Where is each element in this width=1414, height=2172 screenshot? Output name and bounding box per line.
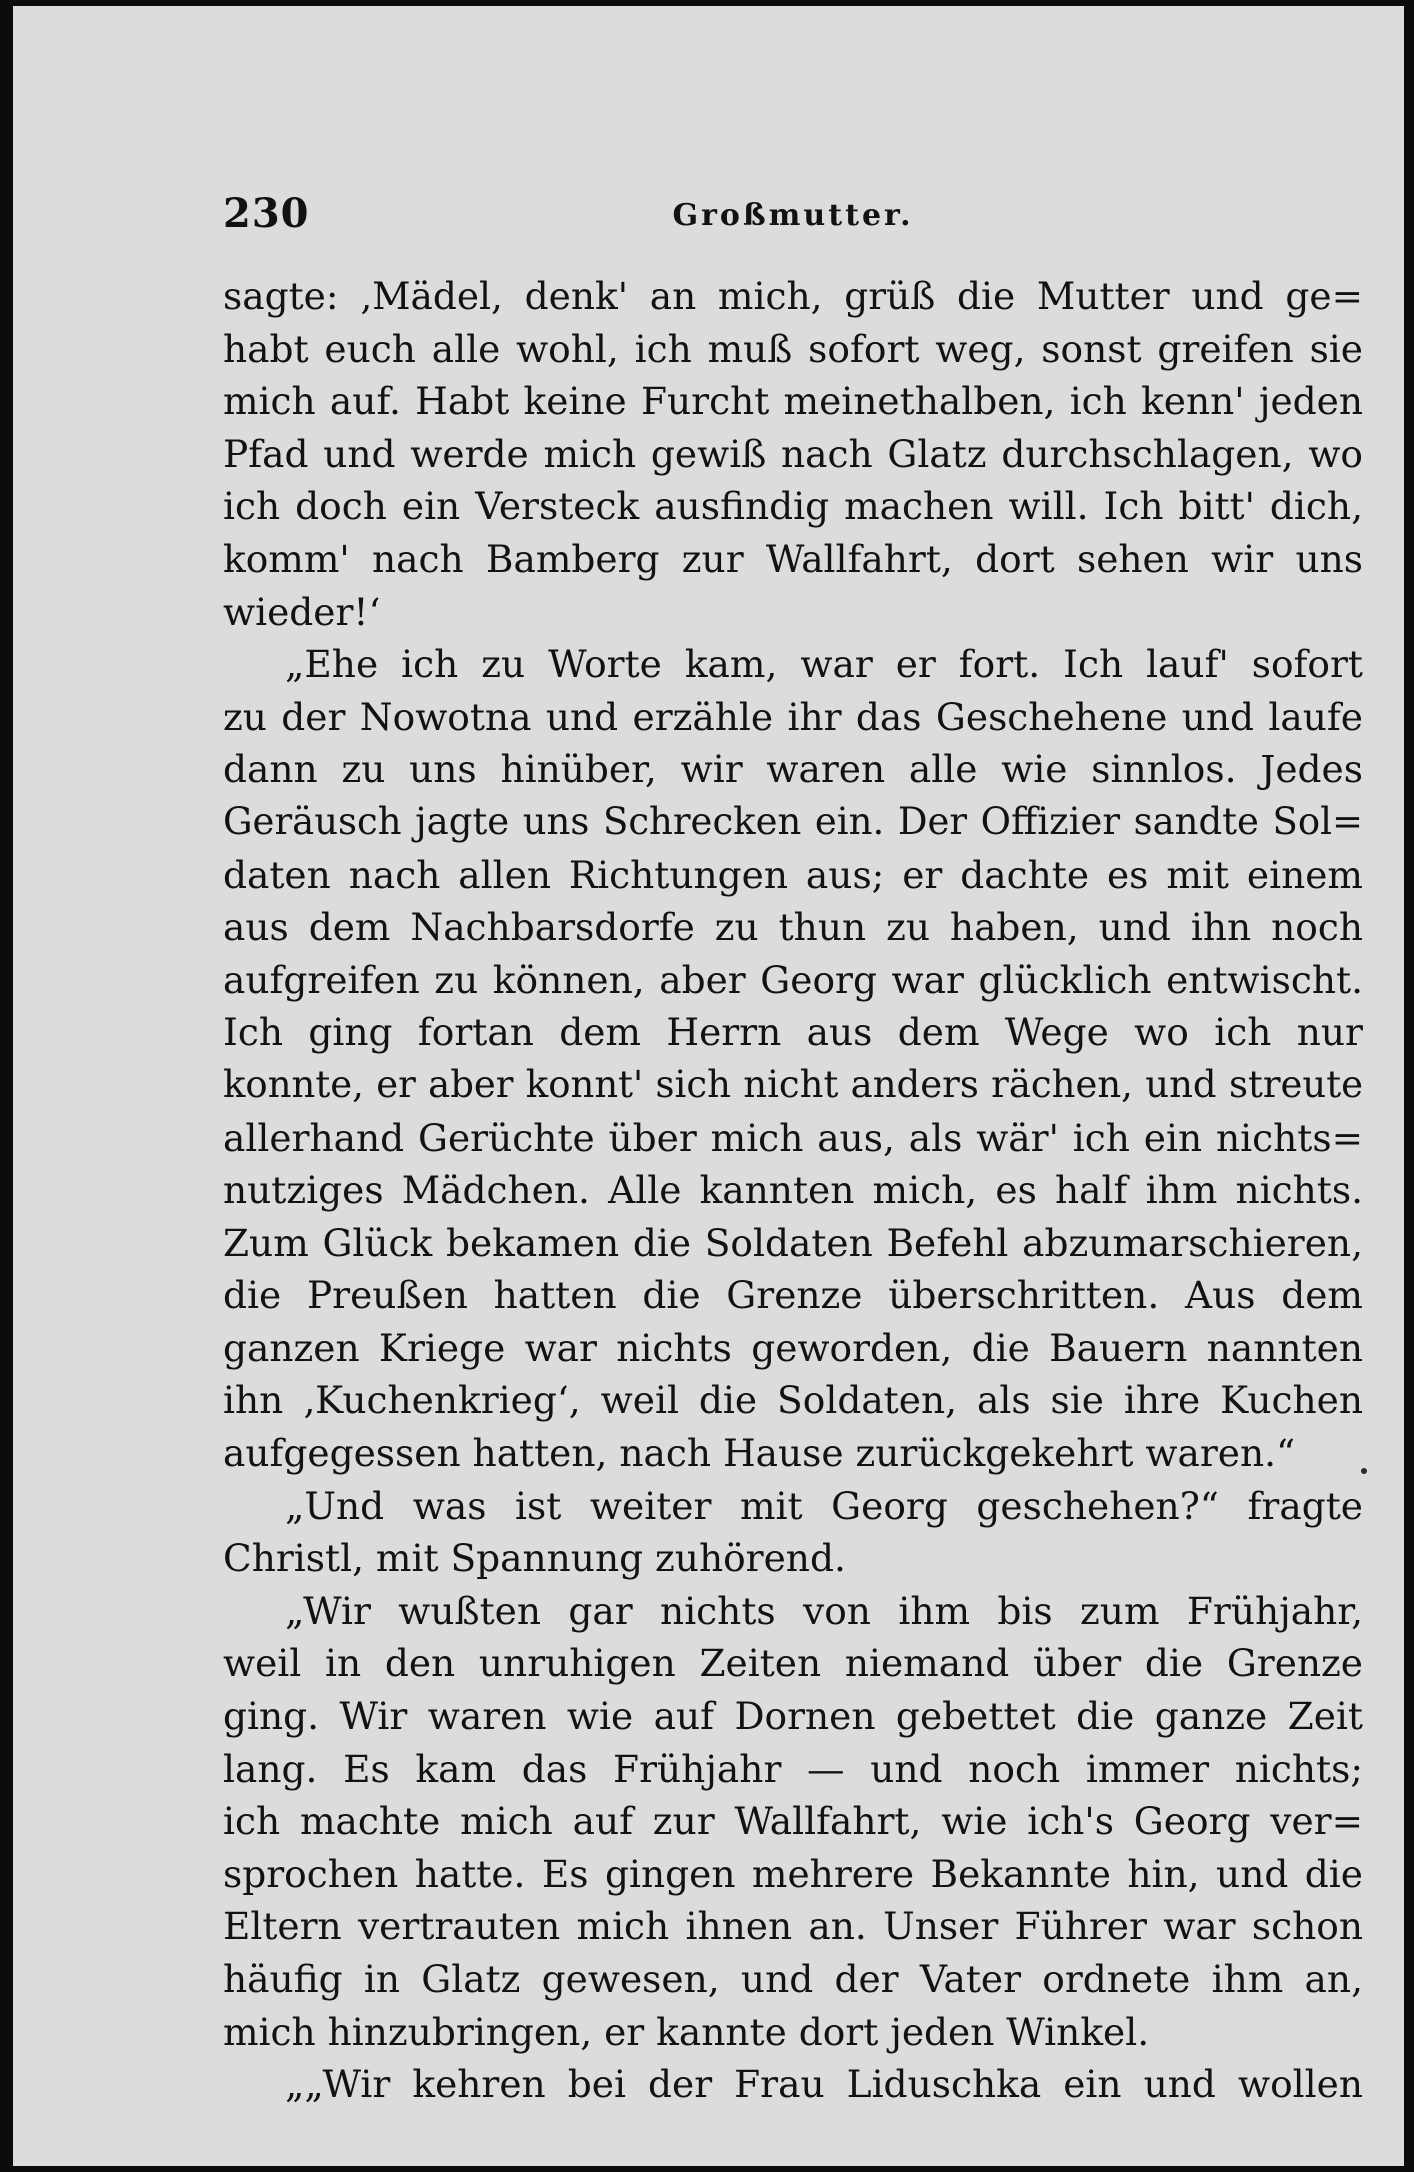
text-line: ganzen Kriege war nichts geworden, die Bauern nannten — [223, 1325, 1363, 1370]
text-line: „Und was ist weiter mit Georg geschehen?“ fragte — [285, 1483, 1363, 1528]
text-line: ihn ‚Kuchenkrieg‘, weil die Soldaten, als sie ihre Kuchen — [223, 1378, 1363, 1423]
text-line: komm' nach Bamberg zur Wallfahrt, dort sehen wir uns — [223, 536, 1363, 581]
text-line: häufig in Glatz gewesen, und der Vater ordnete ihm an, — [223, 1957, 1363, 2001]
text-line: „Ehe ich zu Worte kam, war er fort. Ich lauf' sofort — [285, 642, 1363, 687]
text-line: konnte, er aber konnt' sich nicht anders rächen, und streute — [223, 1062, 1363, 1106]
running-title: Großmutter. — [672, 198, 914, 233]
text-line: habt euch alle wohl, ich muß sofort weg, sonst greifen sie — [223, 326, 1363, 371]
text-line: die Preußen hatten die Grenze überschritten. Aus dem — [223, 1273, 1363, 1318]
text-line: Christl, mit Spannung zuhörend. — [223, 1536, 846, 1581]
page-content — [223, 178, 1363, 2111]
running-header — [223, 178, 1363, 248]
text-line: weil in den unruhigen Zeiten niemand über die Grenze — [223, 1641, 1363, 1686]
text-line: zu der Nowotna und erzähle ihr das Geschehene und laufe — [223, 694, 1363, 739]
text-line: ich doch ein Versteck ausfindig machen will. Ich bitt' dich, — [223, 484, 1363, 529]
text-line: aufgegessen hatten, nach Hause zurückgekehrt waren.“ — [223, 1431, 1296, 1476]
text-line: mich hinzubringen, er kannte dort jeden Winkel. — [223, 2009, 1150, 2054]
text-line: Geräusch jagte uns Schrecken ein. Der Offizier sandte Sol= — [223, 799, 1363, 843]
text-line: mich auf. Habt keine Furcht meinethalben, ich kenn' jeden — [223, 379, 1363, 424]
text-line: dann zu uns hinüber, wir waren alle wie sinnlos. Jedes — [223, 747, 1363, 792]
text-line: sprochen hatte. Es gingen mehrere Bekannte hin, und die — [223, 1851, 1363, 1896]
paper-speck — [1361, 1468, 1367, 1474]
book-page — [13, 6, 1404, 2166]
text-line: lang. Es kam das Frühjahr — und noch immer nichts; — [223, 1746, 1363, 1791]
body-text — [223, 270, 1363, 2111]
text-line: Eltern vertrauten mich ihnen an. Unser Führer war schon — [223, 1904, 1363, 1949]
text-line: Ich ging fortan dem Herrn aus dem Wege wo ich nur — [223, 1010, 1363, 1055]
text-line: aus dem Nachbarsdorfe zu thun zu haben, und ihn noch — [223, 905, 1363, 950]
text-line: Pfad und werde mich gewiß nach Glatz durchschlagen, wo — [223, 431, 1363, 476]
text-line: ich machte mich auf zur Wallfahrt, wie ich's Georg ver= — [223, 1799, 1363, 1844]
text-line: aufgreifen zu können, aber Georg war glücklich entwischt. — [223, 957, 1363, 1002]
text-line: sagte: ‚Mädel, denk' an mich, grüß die Mutter und ge= — [223, 274, 1363, 318]
text-line: „„Wir kehren bei der Frau Liduschka ein und wollen — [285, 2062, 1363, 2107]
text-line: nutziges Mädchen. Alle kannten mich, es half ihm nichts. — [223, 1168, 1363, 1213]
page-number: 230 — [223, 190, 310, 237]
text-line: wieder!‘ — [223, 589, 381, 634]
text-line: allerhand Gerüchte über mich aus, als wär' ich ein nichts= — [223, 1115, 1363, 1160]
text-line: „Wir wußten gar nichts von ihm bis zum Frühjahr, — [285, 1588, 1363, 1633]
text-line: ging. Wir waren wie auf Dornen gebettet die ganze Zeit — [223, 1694, 1363, 1739]
text-line: daten nach allen Richtungen aus; er dachte es mit einem — [223, 852, 1363, 897]
text-line: Zum Glück bekamen die Soldaten Befehl abzumarschieren, — [223, 1220, 1363, 1265]
